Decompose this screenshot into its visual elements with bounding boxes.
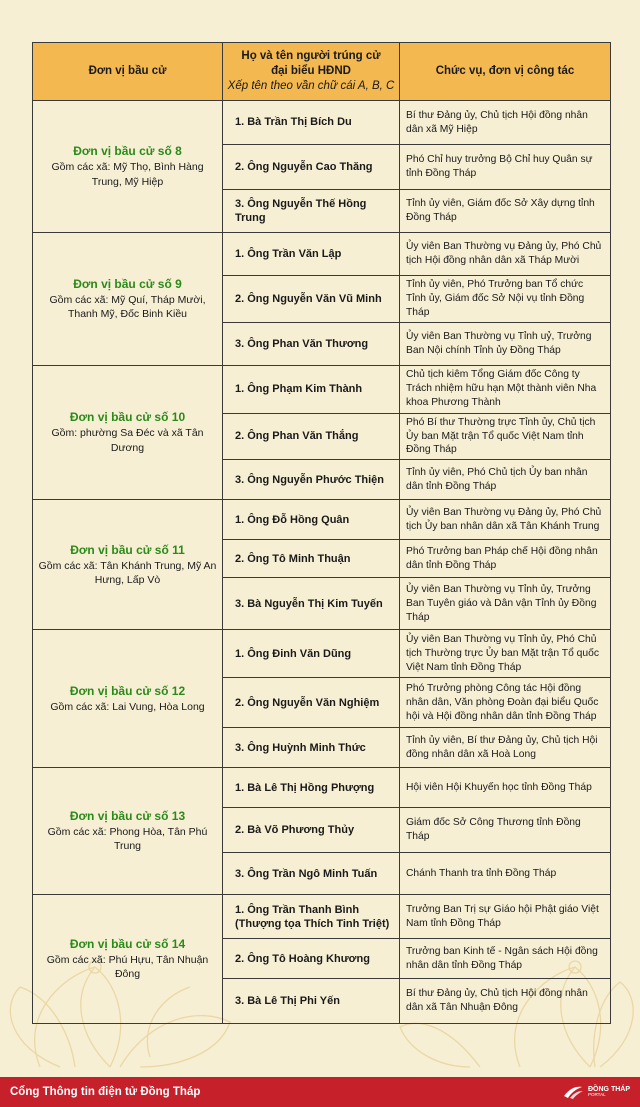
delegate-name: 3. Ông Nguyễn Phước Thiện [223,460,400,500]
delegate-position: Chủ tịch kiêm Tổng Giám đốc Công ty Trách nhiệm hữu hạn Một thành viên Nha khoa Phương Thành [400,365,611,413]
delegate-position: Tỉnh ủy viên, Phó Chủ tịch Ủy ban nhân dân tỉnh Đồng Tháp [400,460,611,500]
logo-sub: PORTAL [588,1092,606,1098]
electoral-unit-communes: Gồm: phường Sa Đéc và xã Tân Dương [51,427,204,454]
elected-delegates-table [32,42,611,1024]
electoral-unit-cell [33,895,223,1024]
delegate-name: 3. Ông Phan Văn Thương [223,322,400,365]
footer-portal-name: Cổng Thông tin điện tử Đồng Tháp [10,1086,201,1098]
table-row [33,630,611,678]
delegate-name: 2. Bà Võ Phương Thủy [223,808,400,853]
delegate-name: 1. Ông Trần Thanh Bình (Thượng tọa Thích Tinh Triệt) [223,895,400,939]
elected-delegates-table-container [32,42,610,1024]
delegate-name: 2. Ông Tô Minh Thuận [223,540,400,578]
electoral-unit-cell [33,500,223,630]
header-delegate-line1: Họ và tên người trúng cử [241,50,381,63]
table-row [33,500,611,540]
electoral-unit-communes: Gồm các xã: Phong Hòa, Tân Phú Trung [47,826,208,853]
electoral-unit-name: Đơn vị bầu cử số 9 [73,276,182,291]
delegate-name: 1. Ông Phạm Kim Thành [223,365,400,413]
electoral-unit-communes: Gồm các xã: Phú Hựu, Tân Nhuận Đông [46,954,209,981]
electoral-unit-communes: Gồm các xã: Mỹ Thọ, Bình Hàng Trung, Mỹ Hiệp [51,161,204,188]
delegate-position: Chánh Thanh tra tỉnh Đồng Tháp [400,853,611,895]
delegate-name: 1. Bà Lê Thị Hồng Phượng [223,768,400,808]
delegate-name: 2. Ông Nguyễn Cao Thăng [223,145,400,190]
electoral-unit-communes: Gồm các xã: Lai Vung, Hòa Long [50,700,205,713]
delegate-name: 3. Ông Nguyễn Thế Hồng Trung [223,190,400,233]
electoral-unit-name: Đơn vị bầu cử số 10 [69,410,186,425]
delegate-position: Giám đốc Sở Công Thương tỉnh Đồng Tháp [400,808,611,853]
delegate-position: Phó Chỉ huy trưởng Bộ Chỉ huy Quân sự tỉnh Đồng Tháp [400,145,611,190]
logo-name: ĐỒNG THÁP [588,1086,630,1094]
header-electoral-unit: Đơn vị bầu cử [33,43,223,101]
delegate-name: 1. Ông Đỗ Hồng Quân [223,500,400,540]
table-header-row [33,43,611,101]
delegate-position: Trưởng ban Kinh tế - Ngân sách Hội đồng nhân dân tỉnh Đồng Tháp [400,939,611,979]
delegate-name: 2. Ông Tô Hoàng Khương [223,939,400,979]
delegate-name: 1. Ông Đinh Văn Dũng [223,630,400,678]
logo-text [588,1086,630,1098]
electoral-unit-communes: Gồm các xã: Tân Khánh Trung, Mỹ An Hưng, Lấp Vò [38,559,217,586]
delegate-position: Trưởng Ban Trị sự Giáo hội Phật giáo Việt Nam tỉnh Đồng Tháp [400,895,611,939]
electoral-unit-name: Đơn vị bầu cử số 8 [73,144,182,159]
table-row [33,895,611,939]
delegate-position: Phó Bí thư Thường trực Tỉnh ủy, Chủ tịch Ủy ban Mặt trận Tổ quốc Việt Nam tỉnh Đồng Tháp [400,413,611,460]
table-row [33,365,611,413]
electoral-unit-name: Đơn vị bầu cử số 12 [69,683,186,698]
electoral-unit-communes: Gồm các xã: Mỹ Quí, Tháp Mười, Thanh Mỹ, Đốc Binh Kiều [49,293,206,320]
delegate-position: Ủy viên Ban Thường vụ Tỉnh uỷ, Trưởng Ban Nội chính Tỉnh ủy Đồng Tháp [400,322,611,365]
delegate-name: 2. Ông Nguyễn Văn Vũ Minh [223,276,400,323]
header-delegate-sort-note: Xếp tên theo vần chữ cái A, B, C [227,79,395,92]
electoral-unit-cell [33,233,223,366]
header-delegate-line2: đại biểu HĐND [271,65,351,78]
logo-swoosh-icon [562,1084,584,1100]
table-body [33,101,611,1024]
dong-thap-portal-logo [562,1084,630,1100]
header-position: Chức vụ, đơn vị công tác [400,43,611,101]
header-delegate-name [223,43,400,101]
delegate-position: Hội viên Hội Khuyến học tỉnh Đồng Tháp [400,768,611,808]
table-row [33,101,611,145]
delegate-name: 3. Bà Lê Thị Phi Yến [223,979,400,1024]
electoral-unit-cell [33,630,223,768]
delegate-position: Bí thư Đảng ủy, Chủ tịch Hội đồng nhân dân xã Mỹ Hiệp [400,101,611,145]
table-row [33,233,611,276]
delegate-position: Phó Trưởng ban Pháp chế Hội đồng nhân dân tỉnh Đồng Tháp [400,540,611,578]
table-row [33,768,611,808]
delegate-position: Tỉnh ủy viên, Bí thư Đảng ủy, Chủ tịch Hội đồng nhân dân xã Hoà Long [400,728,611,768]
delegate-name: 1. Bà Trần Thị Bích Du [223,101,400,145]
electoral-unit-name: Đơn vị bầu cử số 11 [70,542,185,557]
delegate-position: Ủy viên Ban Thường vụ Đảng ủy, Phó Chủ tịch Ủy ban nhân dân xã Tân Khánh Trung [400,500,611,540]
electoral-unit-cell [33,768,223,895]
delegate-position: Ủy viên Ban Thường vụ Tỉnh ủy, Trưởng Ban Tuyên giáo và Dân vận Tỉnh ủy Đồng Tháp [400,578,611,630]
delegate-name: 3. Bà Nguyễn Thị Kim Tuyến [223,578,400,630]
electoral-unit-cell [33,365,223,500]
electoral-unit-cell [33,101,223,233]
electoral-unit-name: Đơn vị bầu cử số 13 [69,809,186,824]
delegate-name: 3. Ông Huỳnh Minh Thức [223,728,400,768]
delegate-position: Bí thư Đảng ủy, Chủ tịch Hội đồng nhân dân xã Tân Nhuận Đông [400,979,611,1024]
delegate-name: 3. Ông Trần Ngô Minh Tuấn [223,853,400,895]
delegate-position: Ủy viên Ban Thường vụ Đảng ủy, Phó Chủ tịch Hội đồng nhân dân xã Tháp Mười [400,233,611,276]
electoral-unit-name: Đơn vị bầu cử số 14 [69,937,186,952]
footer-bar [0,1077,640,1107]
delegate-position: Phó Trưởng phòng Công tác Hội đồng nhân dân, Văn phòng Đoàn đại biểu Quốc hội và Hội đồng nhân dân tỉnh Đồng Tháp [400,678,611,728]
delegate-position: Tỉnh ủy viên, Phó Trưởng ban Tổ chức Tỉnh ủy, Giám đốc Sở Nội vụ tỉnh Đồng Tháp [400,276,611,323]
delegate-name: 2. Ông Phan Văn Thắng [223,413,400,460]
delegate-name: 1. Ông Trần Văn Lập [223,233,400,276]
delegate-position: Tỉnh ủy viên, Giám đốc Sở Xây dựng tỉnh Đồng Tháp [400,190,611,233]
delegate-name: 2. Ông Nguyễn Văn Nghiệm [223,678,400,728]
delegate-position: Ủy viên Ban Thường vụ Tỉnh ủy, Phó Chủ tịch Thường trực Ủy ban Mặt trận Tổ quốc Việt Nam tỉnh Đồng Tháp [400,630,611,678]
